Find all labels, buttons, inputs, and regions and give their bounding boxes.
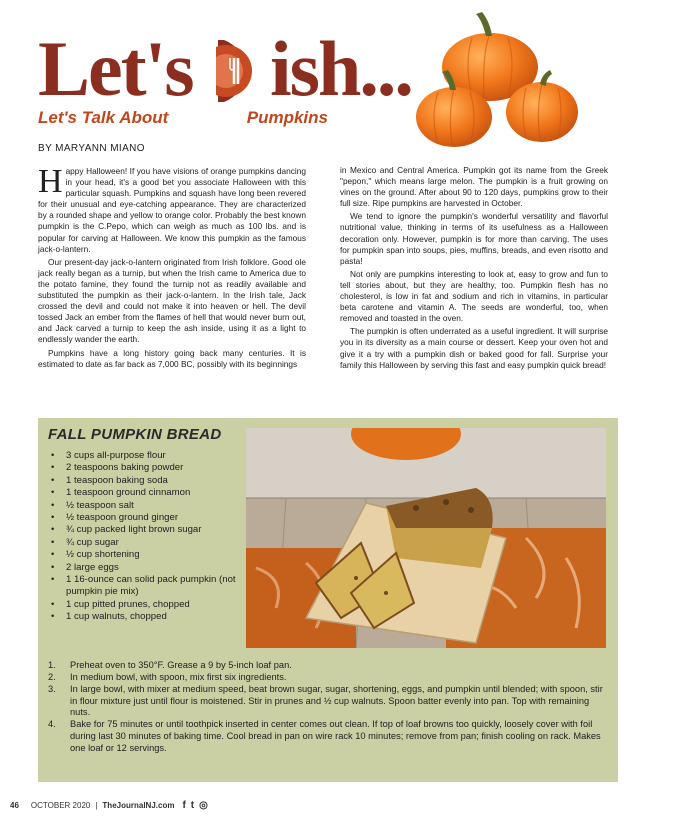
list-item: • ¾ cup sugar bbox=[48, 537, 253, 549]
article-column-2 bbox=[340, 165, 608, 373]
list-item: • ½ teaspoon salt bbox=[48, 500, 253, 512]
paragraph-2: Our present-day jack-o-lantern originated from Irish folklore. Good ole jack really began as a turnip, but when the Irish came to America due to the potato famine, they found the turnip not as readily available and substituted the pumpkin as their jack-o-lantern. In the Irish tale, Jack crossed the devil and could not make it into heaven or hell. The devil tossed Jack an ember from the flames of hell that would never burn out, and Jack carved a turnip to keep the ash inside, using it as a light to endlessly wander the earth. bbox=[38, 256, 306, 345]
list-item: • 1 16-ounce can solid pack pumpkin (not pumpkin pie mix) bbox=[48, 574, 253, 599]
social-icons bbox=[182, 800, 207, 811]
list-item: 3. In large bowl, with mixer at medium speed, beat brown sugar, sugar, shortening, eggs, and pumpkin until blended; with spoon, stir in flour mixture just until flour is moistened. Stir in prunes and ½ cup walnuts. Spoon batter evenly into pan. Top with remaining nuts. bbox=[48, 684, 603, 718]
article-column-1 bbox=[38, 163, 306, 372]
paragraph-5: We tend to ignore the pumpkin's wonderful versatility and flavorful nutritional value, thinking in terms of its usefulness as a Halloween decoration only. However, pumpkin is for more than carving. The uses for pumpkin span into soups, pies, muffins, breads, and even risotto and pasta! bbox=[340, 211, 608, 266]
list-item: • ½ teaspoon ground ginger bbox=[48, 512, 253, 524]
list-item: • 1 teaspoon baking soda bbox=[48, 475, 253, 487]
logo-ish: ish... bbox=[270, 25, 412, 112]
masthead bbox=[38, 25, 412, 130]
list-item: 4. Bake for 75 minutes or until toothpick inserted in center comes out clean. If top of loaf browns too quickly, loosely cover with foil during last 30 minutes of baking time. Cool bread in pan on wire rack 10 minutes; remove from pan; finish cooling on rack. Makes one loaf or 12 servings. bbox=[48, 719, 601, 753]
drop-cap: H bbox=[38, 163, 63, 200]
paragraph-3: Pumpkins have a long history going back many centuries. It is estimated to date as far back as 7,000 BC, possibly with its beginnings bbox=[38, 347, 306, 369]
dish-plate-icon bbox=[216, 36, 262, 106]
subhead bbox=[38, 108, 328, 128]
ingredient-list bbox=[48, 450, 253, 624]
instagram-icon[interactable]: ◎ bbox=[199, 800, 208, 811]
logo-lets: Let's bbox=[38, 25, 193, 112]
facebook-icon[interactable]: f bbox=[182, 800, 186, 811]
subhead-left: Let's Talk About bbox=[38, 108, 169, 127]
list-item: • 3 cups all-purpose flour bbox=[48, 450, 253, 462]
list-item: • 1 cup walnuts, chopped bbox=[48, 611, 253, 623]
list-item: • 1 cup pitted prunes, chopped bbox=[48, 599, 253, 611]
paragraph-7: The pumpkin is often underrated as a useful ingredient. It will surprise you in its diversity as a main course or dessert. Keep your oven hot and give it a try with a pumpkin dish or baked good for fall. Surprise your family this Halloween by serving this fast and easy pumpkin quick bread! bbox=[340, 326, 608, 370]
paragraph-1: Happy Halloween! If you have visions of orange pumpkins dancing in your head, it's a good bet you associate Halloween with this particular squash. Pumpkins and squash have long been revered for their unusual and eye-catching appearance. They are characterized by a rounded shape and yellow to orange color. Probably the best known pumpkin is the C.Pepo, which can weigh as much as 100 lbs. and is popular for carving at Halloween. We know this pumpkin as the famous jack-o-lantern. bbox=[38, 163, 306, 254]
list-item: • ½ cup shortening bbox=[48, 549, 253, 561]
page-footer bbox=[10, 800, 208, 811]
twitter-icon[interactable]: t bbox=[190, 800, 195, 811]
pumpkins-image bbox=[412, 12, 580, 152]
issue-date: OCTOBER 2020 bbox=[30, 801, 91, 810]
list-item: 2. In medium bowl, with spoon, mix first six ingredients. bbox=[48, 672, 287, 683]
list-item: 1. Preheat oven to 350°F. Grease a 9 by 5-inch loaf pan. bbox=[48, 660, 292, 670]
paragraph-4: in Mexico and Central America. Pumpkin got its name from the Greek "pepon," which means large melon. The pumpkin is a fruit growing on vines on the ground. After about 90 to 120 days, pumpkins grow to their full size. Ripe pumpkins are harvested in October. bbox=[340, 165, 608, 209]
list-item: • 1 teaspoon ground cinnamon bbox=[48, 487, 253, 499]
recipe-box bbox=[38, 418, 618, 782]
list-item: • 2 large eggs bbox=[48, 562, 253, 574]
page-number: 46 bbox=[10, 801, 19, 810]
recipe-title: FALL PUMPKIN BREAD bbox=[48, 426, 222, 443]
byline: BY MARYANN MIANO bbox=[38, 143, 145, 154]
pumpkin-bread-photo bbox=[246, 428, 606, 648]
paragraph-6: Not only are pumpkins interesting to look at, easy to grow and fun to tell stories about, but they are healthy, too. Pumpkin flesh has no cholesterol, is low in fat and sodium and rich in vitamins, in particular beta carotene and vitamin A. The seeds are wonderful, too, when removed and toasted in the oven. bbox=[340, 268, 608, 324]
footer-separator: | bbox=[95, 801, 98, 810]
list-item: • 2 teaspoons baking powder bbox=[48, 462, 253, 474]
list-item: • ¾ cup packed light brown sugar bbox=[48, 524, 253, 536]
subhead-right: Pumpkins bbox=[246, 108, 328, 127]
recipe-steps bbox=[48, 660, 608, 755]
site-link[interactable]: TheJournalNJ.com bbox=[102, 801, 175, 810]
